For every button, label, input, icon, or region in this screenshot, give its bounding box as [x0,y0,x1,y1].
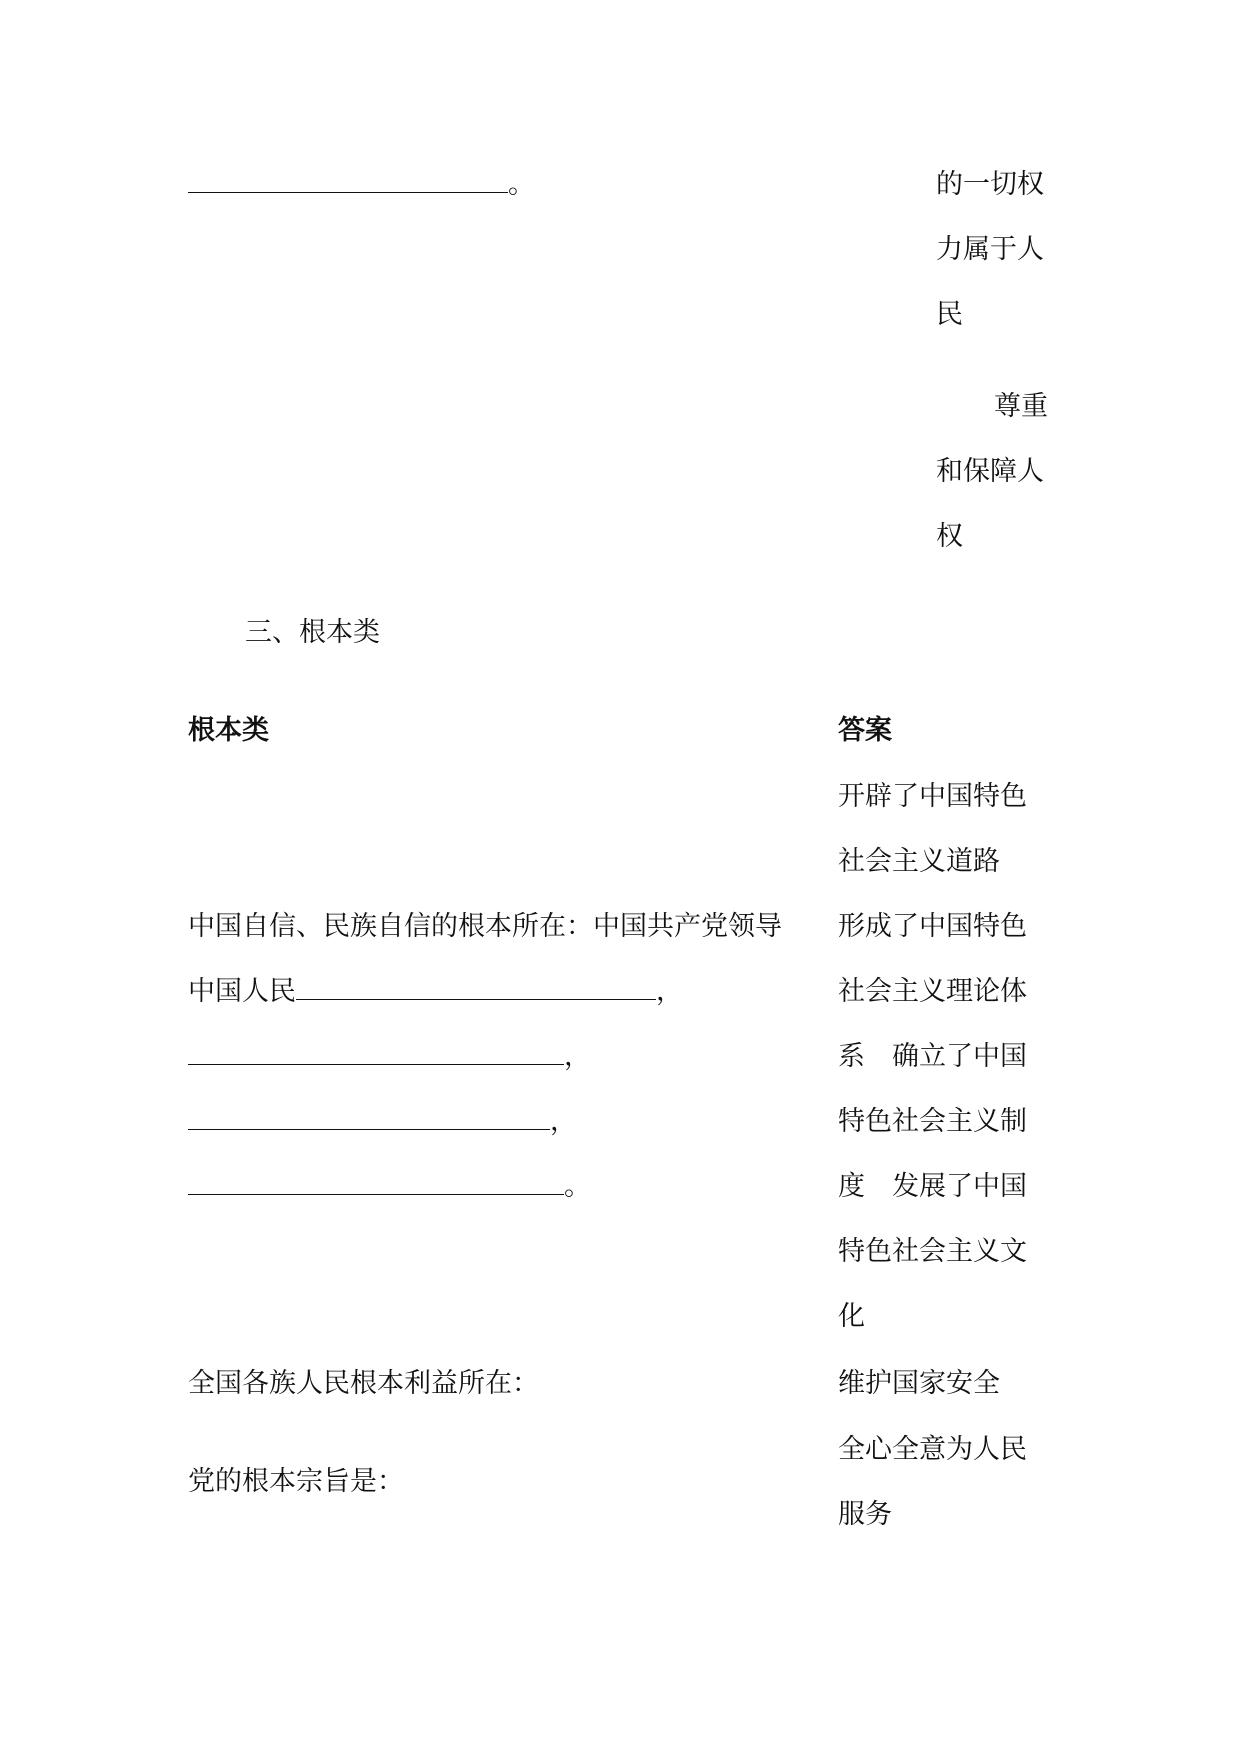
comma: ， [656,976,683,1007]
answer-line: 尊重 [994,391,1048,422]
fill-blank [188,1170,564,1195]
answer-line: 化 [838,1301,865,1332]
answer-line: 服务 [838,1499,892,1530]
question-1-line [188,1170,591,1204]
answer-line: 社会主义理论体 [838,976,1027,1007]
fill-blank [188,1040,564,1065]
fill-blank [188,168,508,193]
answer-line: 社会主义道路 [838,846,1000,877]
comma: ， [550,1106,577,1137]
question-1-line [188,1105,577,1139]
answer-line: 特色社会主义文 [838,1236,1027,1267]
question-1-line [188,1040,591,1074]
question-3: 党的根本宗旨是： [188,1466,404,1497]
fill-blank [296,975,656,1000]
period: 。 [564,1171,591,1202]
answer-line: 权 [936,521,963,552]
end-mark: 。 [508,169,535,200]
answer-line: 特色社会主义制 [838,1106,1027,1137]
table-header-right: 答案 [838,715,892,746]
question-1-line [188,975,683,1009]
fill-blank [188,1105,550,1130]
table-header-left: 根本类 [188,715,269,746]
question-1-line: 中国自信、民族自信的根本所在：中国共产党领导 [188,911,782,942]
question-2: 全国各族人民根本利益所在： [188,1368,539,1399]
answer-2: 维护国家安全 [838,1368,1000,1399]
answer-line: 力属于人 [936,234,1044,265]
comma: ， [564,1041,591,1072]
blank-line-top [188,168,535,202]
answer-line: 和保障人 [936,456,1044,487]
answer-line: 系 确立了中国 [838,1041,1027,1072]
answer-line: 民 [936,299,963,330]
section-heading: 三、根本类 [245,617,380,648]
answer-line: 度 发展了中国 [838,1171,1027,1202]
question-1-prefix: 中国人民 [188,976,296,1007]
answer-line: 全心全意为人民 [838,1434,1027,1465]
answer-line: 形成了中国特色 [838,911,1027,942]
answer-line: 的一切权 [936,169,1044,200]
answer-line: 开辟了中国特色 [838,781,1027,812]
